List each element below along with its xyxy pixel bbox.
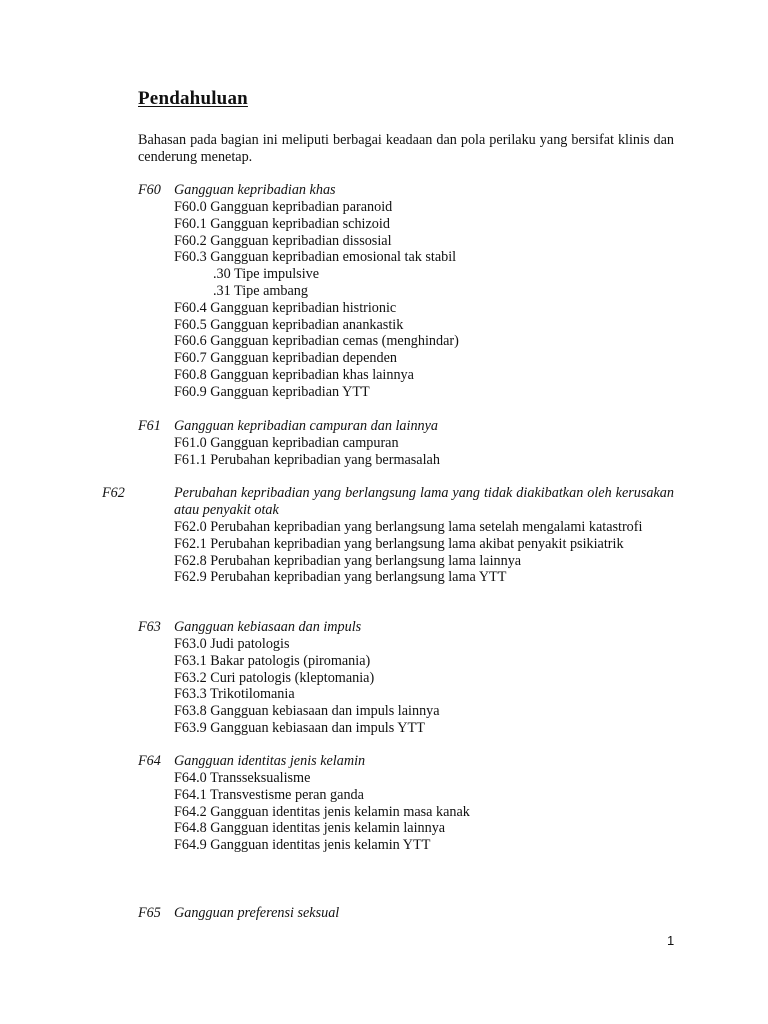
list-item: F60.6 Gangguan kepribadian cemas (menghindar) — [174, 333, 459, 350]
list-item: F62.8 Perubahan kepribadian yang berlangsung lama lainnya — [174, 552, 522, 569]
page-number: 1 — [667, 933, 675, 948]
list-subitem: .31 Tipe ambang — [213, 282, 308, 299]
list-item: F63.9 Gangguan kebiasaan dan impuls YTT — [174, 719, 425, 736]
section-code: F64 — [138, 753, 161, 769]
section-f62 — [102, 485, 674, 586]
list-item: F64.9 Gangguan identitas jenis kelamin YTT — [174, 837, 431, 854]
list-item: F63.0 Judi patologis — [174, 636, 290, 652]
section-code: F60 — [138, 182, 161, 198]
list-item: F63.1 Bakar patologis (piromania) — [174, 652, 371, 669]
list-item: F60.8 Gangguan kepribadian khas lainnya — [174, 366, 414, 383]
list-subitem: .30 Tipe impulsive — [213, 266, 320, 283]
section-heading — [138, 418, 674, 435]
list-item: F60.9 Gangguan kepribadian YTT — [174, 383, 370, 400]
section-title: Gangguan kepribadian khas — [174, 182, 336, 198]
list-item: F62.1 Perubahan kepribadian yang berlangsung lama akibat penyakit psikiatrik — [174, 535, 624, 552]
section-f63 — [138, 619, 674, 737]
section-heading — [138, 182, 674, 199]
section-code: F61 — [138, 418, 161, 434]
section-f60 — [138, 182, 674, 401]
section-code: F63 — [138, 619, 161, 635]
section-title: Gangguan identitas jenis kelamin — [174, 753, 366, 769]
list-item: F64.0 Transseksualisme — [174, 770, 311, 786]
section-heading — [138, 753, 674, 770]
list-item: F60.4 Gangguan kepribadian histrionic — [174, 299, 397, 316]
section-title: Gangguan kepribadian campuran dan lainnya — [174, 418, 439, 434]
section-f65 — [138, 905, 674, 922]
list-item: F61.0 Gangguan kepribadian campuran — [174, 435, 399, 451]
list-item: F63.8 Gangguan kebiasaan dan impuls lainnya — [174, 703, 440, 720]
list-item: F61.1 Perubahan kepribadian yang bermasalah — [174, 451, 440, 468]
list-item: F60.0 Gangguan kepribadian paranoid — [174, 199, 393, 215]
section-heading — [138, 905, 674, 922]
section-f64 — [138, 753, 674, 854]
section-code: F62 — [102, 485, 125, 501]
section-title: Gangguan preferensi seksual — [174, 905, 340, 921]
list-item: F60.1 Gangguan kepribadian schizoid — [174, 215, 390, 232]
section-title: Gangguan kebiasaan dan impuls — [174, 619, 362, 635]
list-item: F64.2 Gangguan identitas jenis kelamin masa kanak — [174, 803, 470, 820]
list-item: F64.1 Transvestisme peran ganda — [174, 786, 364, 803]
section-code: F65 — [138, 905, 161, 921]
intro-paragraph: Bahasan pada bagian ini meliputi berbagai keadaan dan pola perilaku yang bersifat klinis dan cenderung menetap. — [138, 132, 674, 165]
list-item: F60.5 Gangguan kepribadian anankastik — [174, 316, 404, 333]
section-title: Perubahan kepribadian yang berlangsung lama yang tidak diakibatkan oleh kerusakan atau penyakit otak — [174, 485, 674, 518]
list-item: F60.3 Gangguan kepribadian emosional tak stabil — [174, 249, 457, 266]
list-item: F62.9 Perubahan kepribadian yang berlangsung lama YTT — [174, 569, 507, 586]
list-item: F63.3 Trikotilomania — [174, 686, 295, 703]
list-item: F60.7 Gangguan kepribadian dependen — [174, 350, 397, 367]
section-heading — [102, 485, 674, 519]
list-item: F64.8 Gangguan identitas jenis kelamin lainnya — [174, 820, 446, 837]
list-item: F60.2 Gangguan kepribadian dissosial — [174, 232, 392, 249]
page-title: Pendahuluan — [138, 88, 248, 109]
list-item: F63.2 Curi patologis (kleptomania) — [174, 669, 375, 686]
section-heading — [138, 619, 674, 636]
section-f61 — [138, 418, 674, 469]
list-item: F62.0 Perubahan kepribadian yang berlangsung lama setelah mengalami katastrofi — [174, 519, 643, 535]
